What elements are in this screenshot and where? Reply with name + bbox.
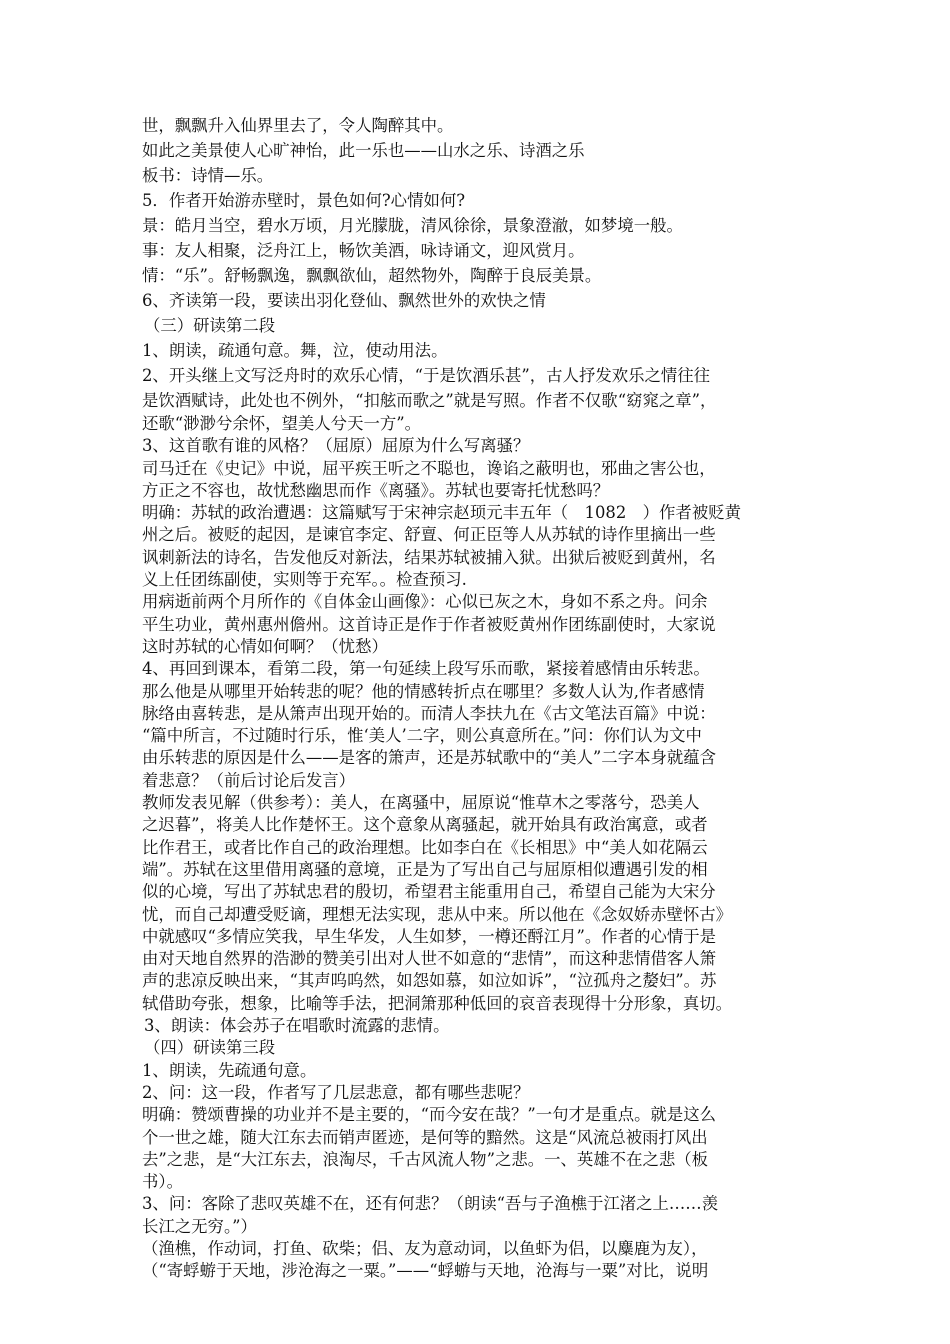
text-line: 情：“乐”。舒畅飘逸，飘飘欲仙，超然物外，陶醉于良辰美景。	[142, 266, 602, 285]
text-line: 之迟暮”，将美人比作楚怀王。这个意象从离骚起，就开始具有政治寓意，或者	[142, 815, 708, 835]
text-line: 用病逝前两个月所作的《自体金山画像》：心似已灰之木，身如不系之舟。问余	[142, 592, 708, 612]
text-line: 脉络由喜转悲，是从箫声出现开始的。而清人李扶九在《古文笔法百篇》中说：	[142, 703, 716, 723]
text-line: 司马迁在《史记》中说，屈平疾王听之不聪也，谗谄之蔽明也，邪曲之害公也，	[142, 458, 716, 478]
text-line: 3、这首歌有谁的风格？（屈原）屈原为什么写离骚？	[142, 436, 530, 456]
text-line: 明确：苏轼的政治遭遇：这篇赋写于宋神宗赵顼元丰五年（ 1082 ）作者被贬黄	[142, 503, 741, 523]
text-line: 个一世之雄，随大江东去而销声匿迹，是何等的黯然。这是“风流总被雨打风出	[142, 1127, 708, 1147]
text-line: 声的悲凉反映出来，“其声呜呜然，如怨如慕，如泣如诉”，“泣孤舟之嫠妇”。苏	[142, 971, 717, 991]
text-line: 1、朗读，疏通句意。舞，泣，使动用法。	[142, 341, 448, 360]
text-line: 还歌“渺渺兮余怀，望美人兮天一方”。	[142, 414, 422, 433]
text-line: （“寄蜉蝣于天地，涉沧海之一粟。”——“蜉蝣与天地，沧海与一粟”对比，说明	[142, 1261, 709, 1281]
text-line: （三）研读第二段	[144, 316, 276, 335]
document-body	[142, 113, 812, 1283]
text-line: 3、问：客除了悲叹英雄不在，还有何悲？（朗读“吾与子渔樵于江渚之上……羡	[142, 1194, 719, 1214]
text-line: 中就感叹“多情应笑我，早生华发，人生如梦，一樽还酹江月”。作者的心情于是	[142, 926, 717, 946]
text-line: 世，飘飘升入仙界里去了，令人陶醉其中。	[142, 116, 454, 135]
text-line: 方正之不容也，故忧愁幽思而作《离骚》。苏轼也要寄托忧愁吗？	[142, 480, 610, 500]
text-line: 似的心境，写出了苏轼忠君的殷切，希望君主能重用自己，希望自己能为大宋分	[142, 882, 716, 902]
text-line: 板书：诗情—乐。	[142, 166, 274, 185]
text-line: “篇中所言，不过随时行乐，惟‘美人’二字，则公真意所在。”问：你们认为文中	[142, 726, 702, 746]
text-line: 由对天地自然界的浩渺的赞美引出对人世不如意的“悲情”，而这种悲情借客人箫	[142, 949, 717, 969]
text-line: 去”之悲，是“大江东去，浪淘尽，千古风流人物”之悲。一、英雄不在之悲（板	[142, 1149, 709, 1169]
text-line: 3、朗读：体会苏子在唱歌时流露的悲情。	[144, 1016, 450, 1036]
text-line: 6、齐读第一段，要读出羽化登仙、飘然世外的欢快之情	[142, 291, 546, 310]
text-line: （渔樵，作动词，打鱼、砍柴；侣、友为意动词，以鱼虾为侣，以麋鹿为友），	[142, 1238, 708, 1258]
text-line: 2、问：这一段，作者写了几层悲意，都有哪些悲呢？	[142, 1082, 530, 1102]
text-line: 1、朗读，先疏通句意。	[142, 1060, 317, 1080]
text-line: 2、开头继上文写泛舟时的欢乐心情，“于是饮酒乐甚”，古人抒发欢乐之情往往	[142, 366, 711, 385]
text-line: 这时苏轼的心情如何啊？（忧愁）	[142, 636, 388, 656]
text-line: 事：友人相聚，泛舟江上，畅饮美酒，咏诗诵文，迎风赏月。	[142, 241, 585, 260]
text-line: 由乐转悲的原因是什么——是客的箫声，还是苏轼歌中的“美人”二字本身就蕴含	[142, 748, 717, 768]
text-line: 教师发表见解（供参考）：美人，在离骚中，屈原说“惟草木之零落兮，恐美人	[142, 793, 700, 813]
text-line: 那么他是从哪里开始转悲的呢？他的情感转折点在哪里？多数人认为,作者感情	[142, 681, 705, 701]
text-line: 义上任团练副使，实则等于充军。。检查预习.	[142, 570, 467, 590]
text-line: 轼借助夸张，想象，比喻等手法，把洞箫那种低回的哀音表现得十分形象，真切。	[142, 993, 733, 1013]
text-line: 4、再回到课本，看第二段，第一句延续上段写乐而歌，紧接着感情由乐转悲。	[142, 659, 710, 679]
text-line: 讽刺新法的诗名，告发他反对新法，结果苏轼被捕入狱。出狱后被贬到黄州，名	[142, 547, 716, 567]
text-line: 州之后。被贬的起因，是谏官李定、舒亶、何正臣等人从苏轼的诗作里摘出一些	[142, 525, 716, 545]
text-line: 书）。	[142, 1172, 183, 1192]
text-line: （四）研读第三段	[144, 1038, 276, 1058]
text-line: 是饮酒赋诗，此处也不例外，“扣舷而歌之”就是写照。作者不仅歌“窈窕之章”，	[142, 391, 717, 410]
text-line: 忧，而自己却遭受贬谪，理想无法实现，悲从中来。所以他在《念奴娇赤壁怀古》	[142, 904, 733, 924]
text-line: 如此之美景使人心旷神怡，此一乐也——山水之乐、诗酒之乐	[142, 141, 585, 160]
text-line: 5．作者开始游赤壁时，景色如何?心情如何?	[142, 191, 466, 210]
text-line: 比作君王，或者比作自己的政治理想。比如李白在《长相思》中“美人如花隔云	[142, 837, 708, 857]
text-line: 长江之无穷。”）	[142, 1216, 257, 1236]
text-line: 景：皓月当空，碧水万顷，月光朦胧，清风徐徐，景象澄澈，如梦境一般。	[142, 216, 683, 235]
text-line: 明确：赞颂曹操的功业并不是主要的，“而今安在哉？”一句才是重点。就是这么	[142, 1105, 717, 1125]
text-line: 着悲意？（前后讨论后发言）	[142, 770, 356, 790]
text-line: 端”。苏轼在这里借用离骚的意境，正是为了写出自己与屈原相似遭遇引发的相	[142, 859, 708, 879]
text-line: 平生功业，黄州惠州儋州。这首诗正是作于作者被贬黄州作团练副使时，大家说	[142, 614, 716, 634]
